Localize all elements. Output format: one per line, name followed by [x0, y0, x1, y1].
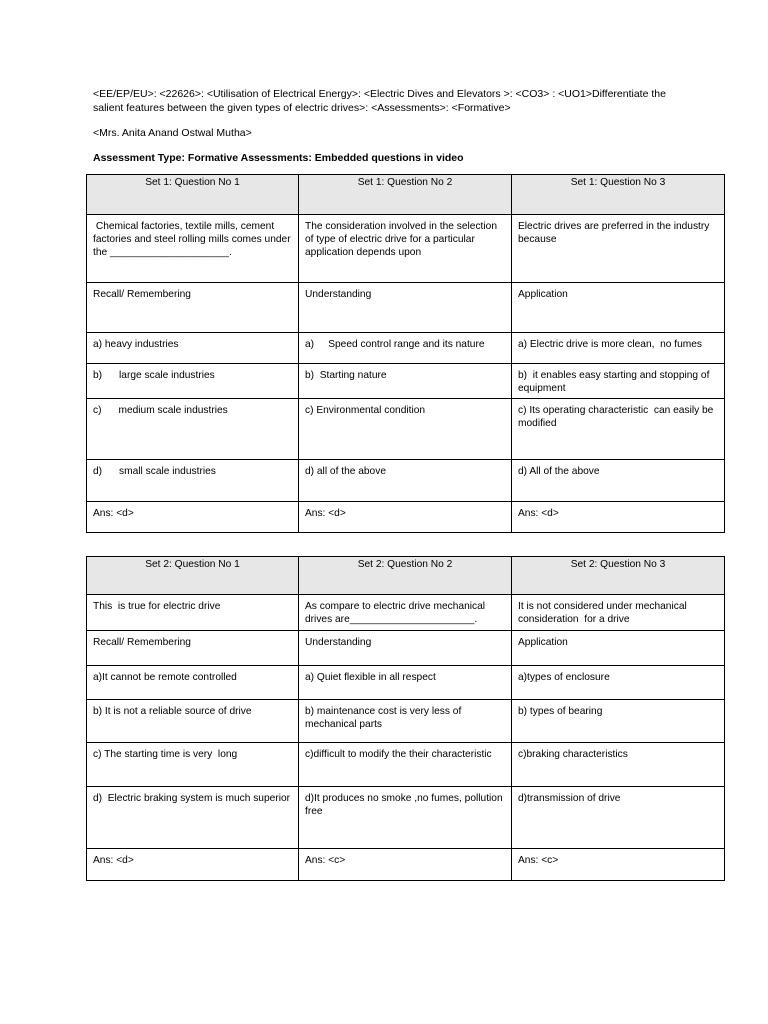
set1-option-b-2: b) Starting nature	[299, 364, 512, 399]
set2-level-1: Recall/ Remembering	[87, 631, 299, 666]
set1-header-q1: Set 1: Question No 1	[87, 175, 299, 215]
set1-answer-1: Ans: <d>	[87, 502, 299, 533]
set2-option-d-1: d) Electric braking system is much superior	[87, 787, 299, 849]
set1-question-2: The consideration involved in the selection of type of electric drive for a particular application depends upon	[299, 215, 512, 283]
set1-level-1: Recall/ Remembering	[87, 283, 299, 333]
set2-option-b-3: b) types of bearing	[512, 700, 725, 743]
set1-answer-2: Ans: <d>	[299, 502, 512, 533]
set1-level-3: Application	[512, 283, 725, 333]
set2-option-c-3: c)braking characteristics	[512, 743, 725, 787]
set1-header-q3: Set 1: Question No 3	[512, 175, 725, 215]
set2-header-q3: Set 2: Question No 3	[512, 557, 725, 595]
table-row	[87, 283, 725, 333]
set2-option-a-3: a)types of enclosure	[512, 666, 725, 700]
set1-header-q2: Set 1: Question No 2	[299, 175, 512, 215]
table-row	[87, 175, 725, 215]
table-row	[87, 743, 725, 787]
set2-question-1: This is true for electric drive	[87, 595, 299, 631]
set1-level-2: Understanding	[299, 283, 512, 333]
table-row	[87, 215, 725, 283]
table-row	[87, 700, 725, 743]
table-row	[87, 333, 725, 364]
author-line: <Mrs. Anita Anand Ostwal Mutha>	[93, 127, 252, 139]
table-row	[87, 849, 725, 881]
set1-option-c-3: c) Its operating characteristic can easily be modified	[512, 399, 725, 460]
set2-level-3: Application	[512, 631, 725, 666]
set1-question-1: Chemical factories, textile mills, cement factories and steel rolling mills comes under the _____________________.	[87, 215, 299, 283]
set2-answer-1: Ans: <d>	[87, 849, 299, 881]
table-row	[87, 364, 725, 399]
set2-answer-2: Ans: <c>	[299, 849, 512, 881]
table-row	[87, 787, 725, 849]
course-info-line: <EE/EP/EU>: <22626>: <Utilisation of Electrical Energy>: <Electric Dives and Elevators >: <CO3> : <UO1>Differentiate the salient features between the given types of electric drives>: <Assessments>: <Formative>	[93, 88, 666, 114]
set1-option-d-3: d) All of the above	[512, 460, 725, 502]
set2-option-a-2: a) Quiet flexible in all respect	[299, 666, 512, 700]
set2-option-c-2: c)difficult to modify the their characteristic	[299, 743, 512, 787]
table-row	[87, 399, 725, 460]
assessment-type-heading: Assessment Type: Formative Assessments: Embedded questions in video	[93, 152, 464, 164]
set1-question-table	[86, 174, 725, 533]
set1-option-a-1: a) heavy industries	[87, 333, 299, 364]
table-row	[87, 502, 725, 533]
set1-option-a-3: a) Electric drive is more clean, no fumes	[512, 333, 725, 364]
set2-level-2: Understanding	[299, 631, 512, 666]
set1-question-3: Electric drives are preferred in the industry because	[512, 215, 725, 283]
table-row	[87, 631, 725, 666]
set1-option-b-3: b) it enables easy starting and stopping of equipment	[512, 364, 725, 399]
table-row	[87, 595, 725, 631]
set1-option-c-1: c) medium scale industries	[87, 399, 299, 460]
set1-option-a-2: a) Speed control range and its nature	[299, 333, 512, 364]
set2-header-q2: Set 2: Question No 2	[299, 557, 512, 595]
set2-option-d-3: d)transmission of drive	[512, 787, 725, 849]
table-row	[87, 666, 725, 700]
set2-option-c-1: c) The starting time is very long	[87, 743, 299, 787]
set1-option-d-1: d) small scale industries	[87, 460, 299, 502]
set2-answer-3: Ans: <c>	[512, 849, 725, 881]
set2-option-d-2: d)It produces no smoke ,no fumes, pollution free	[299, 787, 512, 849]
set2-question-table	[86, 556, 725, 881]
set1-option-d-2: d) all of the above	[299, 460, 512, 502]
table-row	[87, 557, 725, 595]
table-row	[87, 460, 725, 502]
set2-header-q1: Set 2: Question No 1	[87, 557, 299, 595]
set1-option-c-2: c) Environmental condition	[299, 399, 512, 460]
set2-option-a-1: a)It cannot be remote controlled	[87, 666, 299, 700]
set1-answer-3: Ans: <d>	[512, 502, 725, 533]
set1-option-b-1: b) large scale industries	[87, 364, 299, 399]
set2-question-2: As compare to electric drive mechanical drives are______________________.	[299, 595, 512, 631]
set2-option-b-1: b) It is not a reliable source of drive	[87, 700, 299, 743]
set2-question-3: It is not considered under mechanical consideration for a drive	[512, 595, 725, 631]
set2-option-b-2: b) maintenance cost is very less of mechanical parts	[299, 700, 512, 743]
